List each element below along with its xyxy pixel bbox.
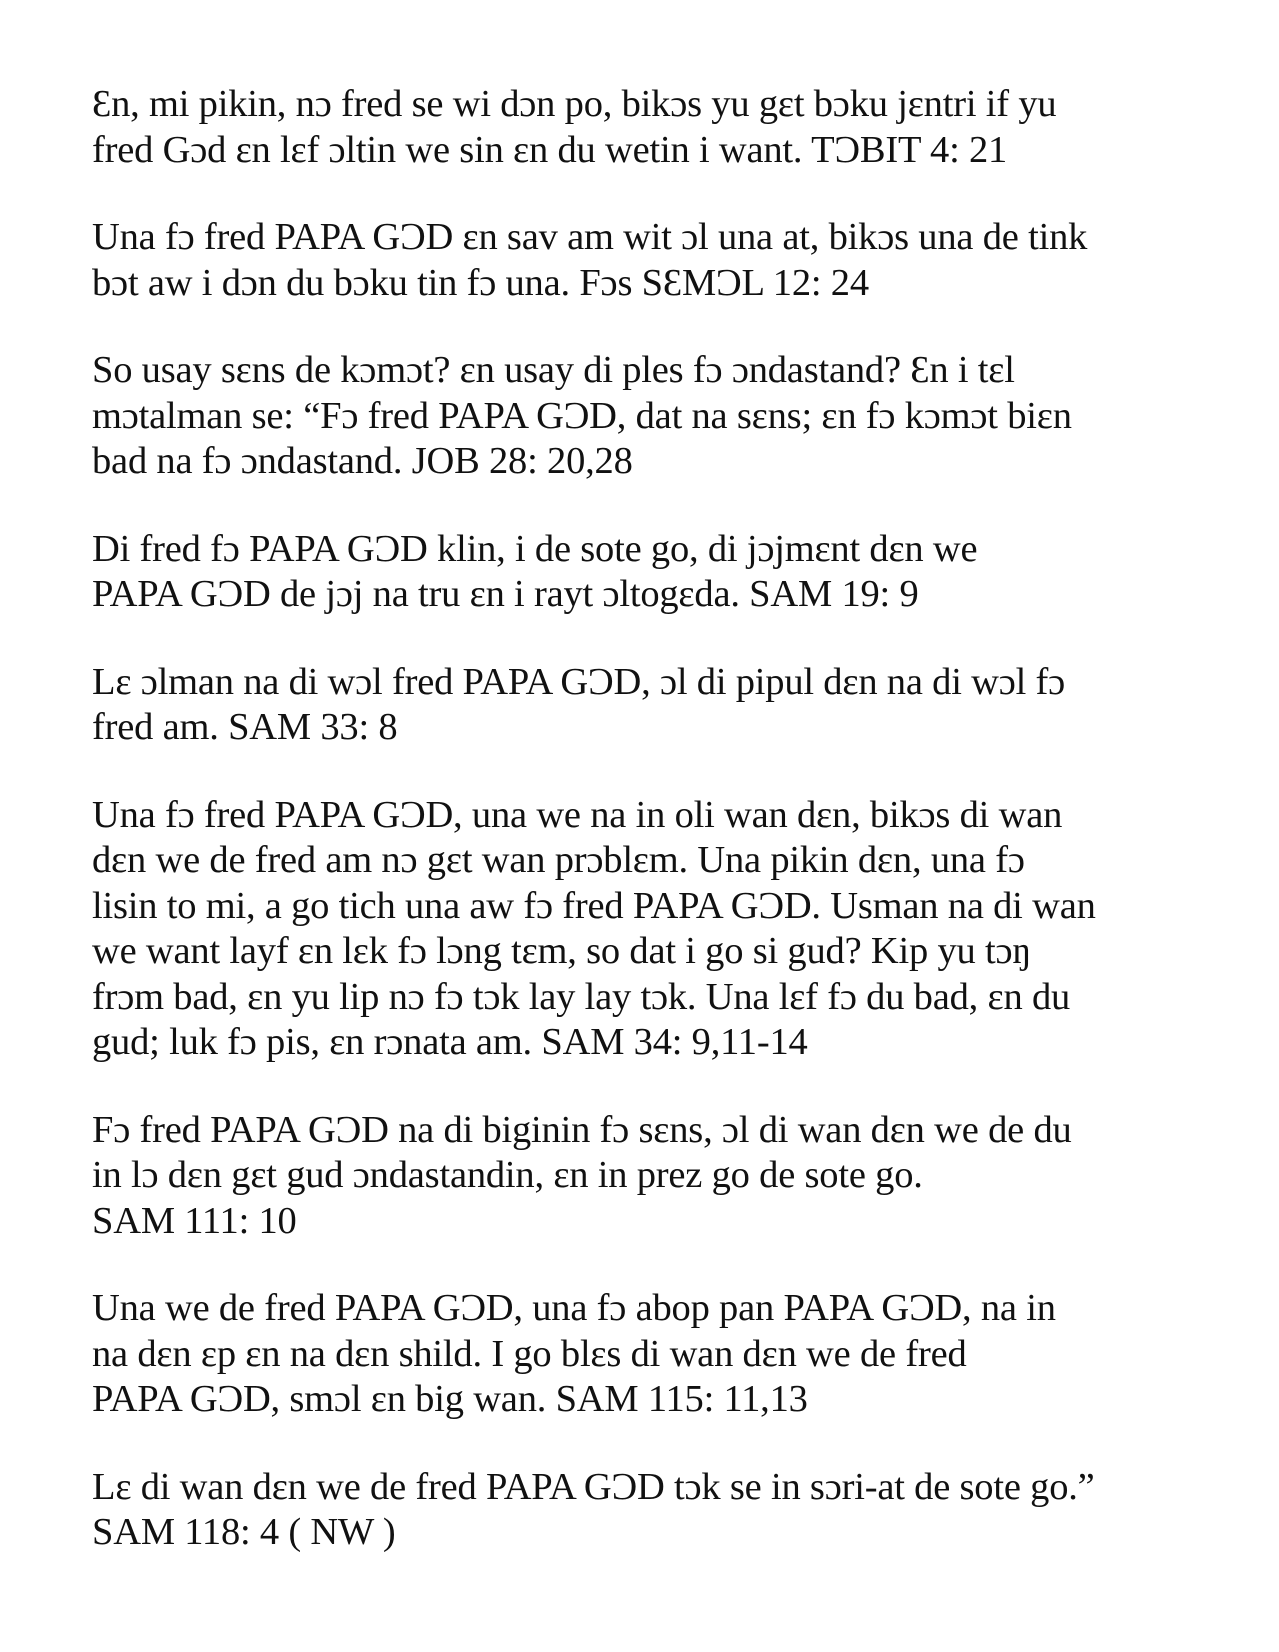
text-line: Lɛ ɔlman na di wɔl fred PAPA GƆD, ɔl di pipul dɛn na di wɔl fɔ bbox=[92, 660, 1066, 703]
paragraph-psalm-34 bbox=[92, 793, 1232, 1066]
text-line: Ɛn, mi pikin, nɔ fred se wi dɔn po, bikɔs yu gɛt bɔku jɛntri if yu bbox=[92, 83, 1057, 125]
text-line: Lɛ di wan dɛn we de fred PAPA GƆD tɔk se in sɔri-at de sote go.” bbox=[92, 1465, 1095, 1508]
paragraph-psalm-111-10 bbox=[92, 1108, 1232, 1245]
text-line: Di fred fɔ PAPA GƆD klin, i de sote go, di jɔjmɛnt dɛn we bbox=[92, 527, 978, 570]
paragraph-psalm-19-9 bbox=[92, 527, 1232, 618]
text-line: Fɔ fred PAPA GƆD na di biginin fɔ sɛns, ɔl di wan dɛn we de du bbox=[92, 1108, 1072, 1151]
text-line: PAPA GƆD de jɔj na tru ɛn i rayt ɔltogɛda. SAM 19: 9 bbox=[92, 573, 919, 615]
text-line: bad na fɔ ɔndastand. JOB 28: 20,28 bbox=[92, 440, 633, 482]
text-line: fred am. SAM 33: 8 bbox=[92, 706, 398, 748]
text-line: So usay sɛns de kɔmɔt? ɛn usay di ples fɔ ɔndastand? Ɛn i tɛl bbox=[92, 349, 1015, 391]
text-line: dɛn we de fred am nɔ gɛt wan prɔblɛm. Una pikin dɛn, una fɔ bbox=[92, 839, 1025, 881]
text-line: Una we de fred PAPA GƆD, una fɔ abop pan PAPA GƆD, na in bbox=[92, 1287, 1056, 1329]
paragraph-psalm-115 bbox=[92, 1286, 1232, 1423]
paragraph-job-28 bbox=[92, 348, 1232, 485]
document-body bbox=[92, 82, 1232, 1598]
paragraph-tobit-4-21 bbox=[92, 82, 1232, 173]
text-line: Una fɔ fred PAPA GƆD, una we na in oli wan dɛn, bikɔs di wan bbox=[92, 793, 1063, 836]
text-line: bɔt aw i dɔn du bɔku tin fɔ una. Fɔs SƐMƆL 12: 24 bbox=[92, 261, 869, 304]
text-line: fred Gɔd ɛn lɛf ɔltin we sin ɛn du wetin i want. TƆBIT 4: 21 bbox=[92, 128, 1008, 171]
text-line: Una fɔ fred PAPA GƆD ɛn sav am wit ɔl una at, bikɔs una de tink bbox=[92, 216, 1088, 258]
text-line: frɔm bad, ɛn yu lip nɔ fɔ tɔk lay lay tɔk. Una lɛf fɔ du bad, ɛn du bbox=[92, 975, 1071, 1018]
paragraph-samuel-12-24 bbox=[92, 215, 1232, 306]
text-line: we want layf ɛn lɛk fɔ lɔng tɛm, so dat i go si gud? Kip yu tɔŋ bbox=[92, 930, 1032, 972]
text-line: na dɛn ɛp ɛn na dɛn shild. I go blɛs di wan dɛn we de fred bbox=[92, 1332, 967, 1375]
paragraph-psalm-118-4 bbox=[92, 1465, 1232, 1556]
text-line: mɔtalman se: “Fɔ fred PAPA GƆD, dat na sɛns; ɛn fɔ kɔmɔt biɛn bbox=[92, 394, 1072, 437]
text-line: in lɔ dɛn gɛt gud ɔndastandin, ɛn in prez go de sote go. bbox=[92, 1154, 923, 1196]
paragraph-psalm-33-8 bbox=[92, 660, 1232, 751]
text-line: SAM 118: 4 ( NW ) bbox=[92, 1511, 396, 1553]
text-line: lisin to mi, a go tich una aw fɔ fred PAPA GƆD. Usman na di wan bbox=[92, 884, 1096, 927]
text-line: PAPA GƆD, smɔl ɛn big wan. SAM 115: 11,13 bbox=[92, 1378, 808, 1420]
text-line: SAM 111: 10 bbox=[92, 1199, 297, 1242]
text-line: gud; luk fɔ pis, ɛn rɔnata am. SAM 34: 9,11-14 bbox=[92, 1021, 808, 1063]
